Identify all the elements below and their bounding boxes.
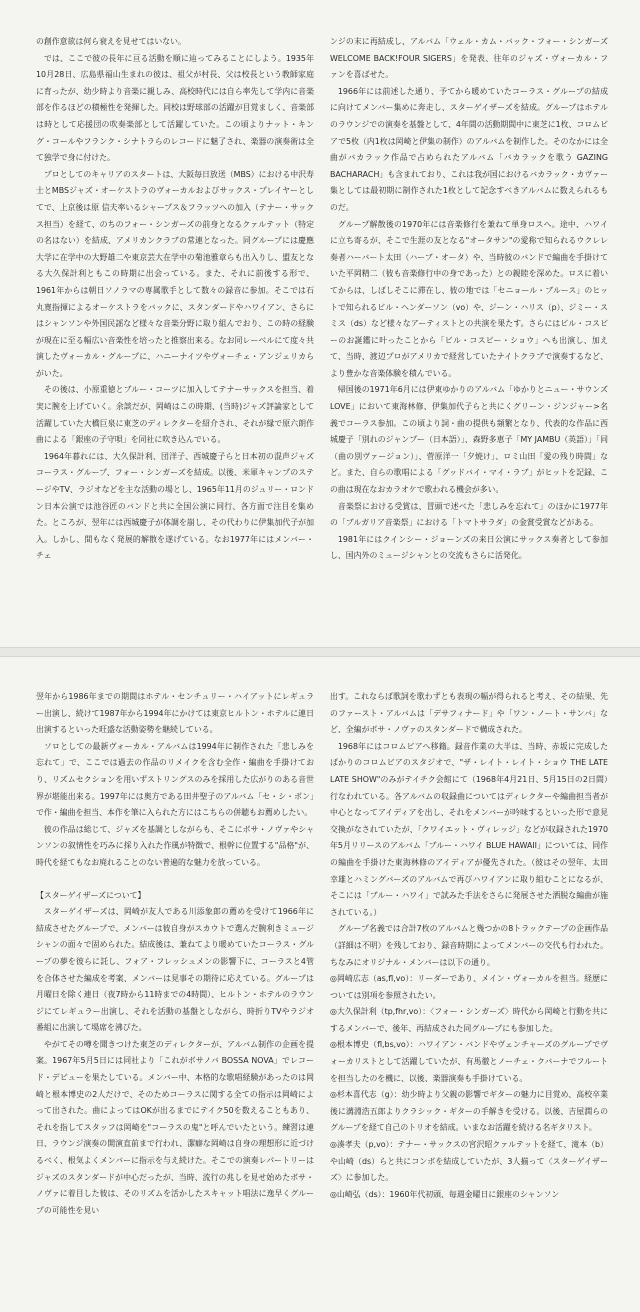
column-bottom-left: [36, 689, 314, 1303]
paragraph: やがてその噂を聞きつけた東芝のディレクターが、アルバム制作の企画を提案。1967年5月5日には同社より「これがボサノバ BOSSA NOVA」でレコード・デビューを果たしている。メンバー中、本格的な歌唱経験があったのは岡崎と根本博史の2人だけで、そのためコーラスに関する全ての指示は岡崎によって出された。曲によってはOKが出るまでにテイク50を数えることもあり、それを指してスタッフは岡崎を"コーラスの鬼"と呼んでいたという。練習は連日、ラウンジ演奏の開演直前まで行われ、潔癖な岡崎は自身の理想形に近づけるべく、根気よくメンバーに指示を与え続けた。そこでの演奏レパートリーはジャズのスタンダードが中心だったが、当時、流行の兆しを見せ始めたボサ・ノヴァに着目した彼は、そのリズムを活かしたスキャット唱法に逸早くグループの可能性を見い: [36, 1039, 314, 1215]
paragraph: グループ解散後の1970年には音楽修行を兼ねて単身ロスへ。途中、ハワイに立ち寄るが、そこで生涯の友となる"オータサン"の愛称で知られるウクレレ奏者ハーバート太田（ハーブ・オータ）や、当時彼のバンドで編曲を手掛けていた平岡精二（彼も音楽修行中の身であった）との親睦を深めた。ロスに着いてからは、しばしそこに滞在し、彼の地では「セニョール・ブルース」のヒットで知られるビル・ヘンダーソン（vo）や、ジーン・ハリス（p）、ジミー・スミス（ds）など様々なアーティストとの共演を果たす。さらにはビル・コスビーのお誕鑑に叶ったことから「ビル・コスビー・ショウ」へも出演し、加えて、当時、渡辺プロがアメリカで経営していたナイトクラブで演奏するなど、より豊かな音楽体験を積んでいる。: [330, 219, 608, 378]
section-heading: 【スターゲイザーズについて】: [36, 890, 146, 900]
member-entry: ◎山崎弘（ds）：1960年代初頭、毎週金曜日に銀座のシャンソン: [330, 1189, 560, 1199]
page-divider: [0, 648, 640, 656]
member-entry: ◎岡崎広志（as,fl,vo）：リーダーであり、メイン・ヴォーカルを担当。経歴については別項を参照されたい。: [330, 974, 608, 1000]
column-top-left: [36, 34, 314, 634]
column-top-right: [330, 34, 608, 634]
paragraph: 1981年にはクインシー・ジョーンズの来日公演にサックス奏者として参加し、国内外のミュージシャンとの交流もさらに活発化。: [330, 534, 608, 561]
paragraph: ンジの末に再結成し、アルバム「ウェル・カム・バック・フォー・シンガーズ WELCOME BACK!FOUR SIGERS」を発表、往年のジャズ・ヴォーカル・ファンを喜ばせた。: [330, 37, 608, 80]
paragraph: 帰国後の1971年6月には伊東ゆかりのアルバム「ゆかりとニュー・サウンズLOVE」において東海林修、伊集加代子らと共にくグリーン・ジンジャー>名義でコーラス参加。この頃より詞・曲の提供も頻繁となり、代表的な作品に西城慶子「別れのジャンプー（日本語）」、森野多恵子「MY JAMBU（英語）」「同（曲の別ヴァージョン）」、菅原洋一「夕焼け」、ロミ山田「愛の残り時間」など。また、自らの歌唱による「グッドバイ・マイ・ラブ」がヒットを記録、この曲は現在なおカラオケで歌われる機会が多い。: [330, 385, 608, 495]
page-bottom: [0, 656, 640, 1312]
paragraph: では、ここで彼の長年に亘る活動を順に辿ってみることにしよう。1935年10月28日、広島県福山生まれの彼は、祖父が村長、父は校長という教師家庭に育ったが、幼少時より音楽に親しみ、高校時代には自ら率先して学内に音楽部を作るほどの積極性を発揮した。同校は野球部の活躍が目覚ましく、音楽部は時として応援団の吹奏楽部として活躍していた。この頃よりナット・キング・コールやフランク・シナトラらのレコードに魅了され、楽器の演奏術は全て独学で身に付けた。: [36, 53, 314, 163]
paragraph: 1964年暮れには、大久保計利、団洋子、西城慶子らと日本初の混声ジャズコーラス・グループ、フォー・シンガーズを結成。以後、米軍キャンプのステージやTV、ラジオなどを主な活動の場とし、1965年11月のジュリー・ロンドン日本公演では池谷匠のバンドと共に全国公演に同行、各方面で注目を集めた。ところが、翌年には西城慶子が体調を崩し、その代わりに伊集加代子が加入。しかし、間もなく発展的解散を遂げている。なお1977年にはメンバー・チェ: [36, 451, 314, 561]
member-entry: ◎根本博史（fl,bs,vo）：ハワイアン・バンドやヴェンチャーズのグループでヴォーカリストとして活躍していたが、有馬徹とノーチェ・クバーナでフルートを担当したのを機に、以後、楽器演奏も手掛けている。: [330, 1040, 608, 1083]
paragraph: の創作意欲は何ら衰えを見せてはいない。: [36, 37, 186, 46]
member-entry: ◎大久保計利（tp,fhr,vo）：〈フォー・シンガーズ〉時代から岡崎と行動を共にするメンバーで、後年、再結成された同グループにも参加した。: [330, 1007, 608, 1033]
paragraph: 翌年から1986年までの期間はホテル・センチュリー・ハイアットにレギュラー出演し、続けて1987年から1994年にかけては東京ヒルトン・ホテルに連日出演するといった旺盛な活動姿勢を継続している。: [36, 692, 314, 735]
paragraph: ソロとしての最新ヴォーカル・アルバムは1994年に制作された「悲しみを忘れて」で、ここでは過去の作品のリメイクを含む全作・編曲を手掛けており、リズムセクションを用いずストリングスのみを採用した広がりのある音世界が堪能出来る。1997年には奥方である田井聖子のアルバム「セ・シ・ボン」で作・編曲を担当、本作を筆に入られた方にはこちらの併聴もお薦めしたい。: [36, 741, 314, 818]
paragraph: 1966年には前述した通り、予てから暖めていたコーラス・グループの結成に向けてメンバー集めに奔走し、スターゲイザーズを結成。グループはホテルのラウンジでの演奏を基盤として、4年間の活動期間中に東芝に1枚、コロムビアで5枚（内1枚は岡崎と伊集の制作）のアルバムを制作した。そのなかには全曲がバカラック作品で占められたアルバム「バカラックを歌う GAZING BACHARACH」も含まれており、これは我が国におけるバカラック・カヴァー集としては最初期に制作された1枚として記念すべきアルバムに数えられるものだ。: [330, 86, 608, 212]
paragraph: その後は、小原重徳とブルー・コーツに加入してテナーサックスを担当、着実に腕を上げていく。余談だが、岡崎はこの時期、(当時)ジャズ評論家として活躍していた大橋巨泉に東芝のディレクターを紹介され、それが縁で原六朗作曲による「銀座の子守唄」を同社に吹き込んでいる。: [36, 385, 314, 445]
paragraph: プロとしてのキャリアのスタートは、大阪毎日放送（MBS）における中沢寿士とMBSジャズ・オーケストラのヴォーカルおよびサックス・プレイヤーとしてで、上京後は原 信夫率いるシャープス＆フラッツへの加入（テナー・サックス担当）を経て、のちのフォー・シンガーズの前身となるクァルテット（特定の名はない）を結成、アメリカンクラブの常連となった。同グループには慶應大学に在学中の大野雄二や東京芸大在学中の菊池雅章らも出入りし、盟友となる大久保計利ともこの時期に出会っている。また、それに前後する形で、1961年からは朝日ソノラマの専属歌手として数々の録音に参加。そこでは石丸寛指揮によるオーケストラをバックに、スタンダードやハワイアン、さらにはシャンソンや外国民謡など様々な音楽分野に取り組んでおり、この時の経験が現在に至る幅広い音楽性を培ったと推察出来る。なお同レーベルにて度々共演したヴォーカル・グループに、ハニーナイツやヴォーチェ・アンジェリカらがいた。: [36, 169, 314, 378]
page-top: [0, 0, 640, 648]
paragraph: 彼の作品は総じて、ジャズを基調としながらも、そこにボサ・ノヴァやシャンソンの叙情性を巧みに採り入れた作風が特徴で、根幹に位置する"品格"が、時代を経てもなお廃れることのない普遍的な魅力を放っている。: [36, 824, 314, 867]
paragraph: 1968年にはコロムビアへ移籍。録音作業の大半は、当時、赤坂に完成したばかりのコロムビアのスタジオで、"ザ・レイト・レイト・ショウ THE LATE LATE SHOW"のみがテイチク会館にて（1968年4月21日、5月15日の2日間）行なわれている。各アルバムの収録曲についてはディレクターや編曲担当者が中心となってアイディアを出し、それをメンバーが吟味するといった形で意見交換がなされていたが、「クワイエット・ヴィレッジ」などが収録された1970年5月リリースのアルバム「ブルー・ハワイ BLUE HAWAII」については、同作の編曲を手掛けた東海林修のアイディアが優先された。（彼はその翌年、太田幸雄とハミングバーズのアルバムで再びハワイアンに取り組むことになるが、そこには「ブルー・ハワイ」で試みた手法をさらに発展させた洒脱な編曲が施されている。）: [330, 741, 608, 917]
paragraph: スターゲイザーズは、岡崎が友人である川添象郎の薦めを受けて1966年に結成させたグループで、メンバーは彼自身がスカウトで選んだ腕利きミュージシャンの面々で固められた。結成後は、兼ねてより暖めていたコーラス・グループの夢を彼らに託し、フォア・フレッシュメンの影響下に、コーラスと4管を合体させた編成を考案、メンバーは見事その期待に応えている。グループは月曜日を除く連日（夜7時から11時までの4時間）、ヒルトン・ホテルのラウンジにてレギュラー出演し、それを活動の基盤としながら、時折りTVやラジオ番組に出演して場席を沸びた。: [36, 907, 314, 1033]
paragraph: 音楽祭における受賞は、冒頭で述べた「悲しみを忘れて」のほかに1977年の「ブルガリア音楽祭」における「トマトサラダ」の金賞受賞などがある。: [330, 501, 608, 528]
paragraph: 出す。これならば歌詞を歌わずとも表現の幅が得られると考え、その結果、先のファースト・アルバムは「デサフィナード」や「ワン・ノート・サンバ」など、全編がボサ・ノヴァのスタンダードで構成された。: [330, 692, 608, 735]
paragraph: グループ名義では合計7枚のアルバムと幾つかの8トラックテープの企画作品（詳細は不明）を残しており、録音時期によってメンバーの交代も行われた。ちなみにオリジナル・メンバーは以下の通り。: [330, 924, 608, 967]
member-entry: ◎杉本喜代志（g）：幼少時より父親の影響でギターの魅力に目覚め、高校卒業後に溝淵浩五郎よりクラシック・ギターの手解きを受ける。以後、吉屋潤らのグループを経て自己のトリオを結成。いまなお活躍を続ける名ギタリスト。: [330, 1090, 608, 1133]
member-entry: ◎湊孝夫（p,vo）：テナー・サックスの宮沢昭クァルテットを経て、滝本（b）や山崎（ds）らと共にコンボを結成していたが、3人揃って〈スターゲイザーズ〉に参加した。: [330, 1140, 608, 1183]
column-bottom-right: [330, 689, 608, 1303]
